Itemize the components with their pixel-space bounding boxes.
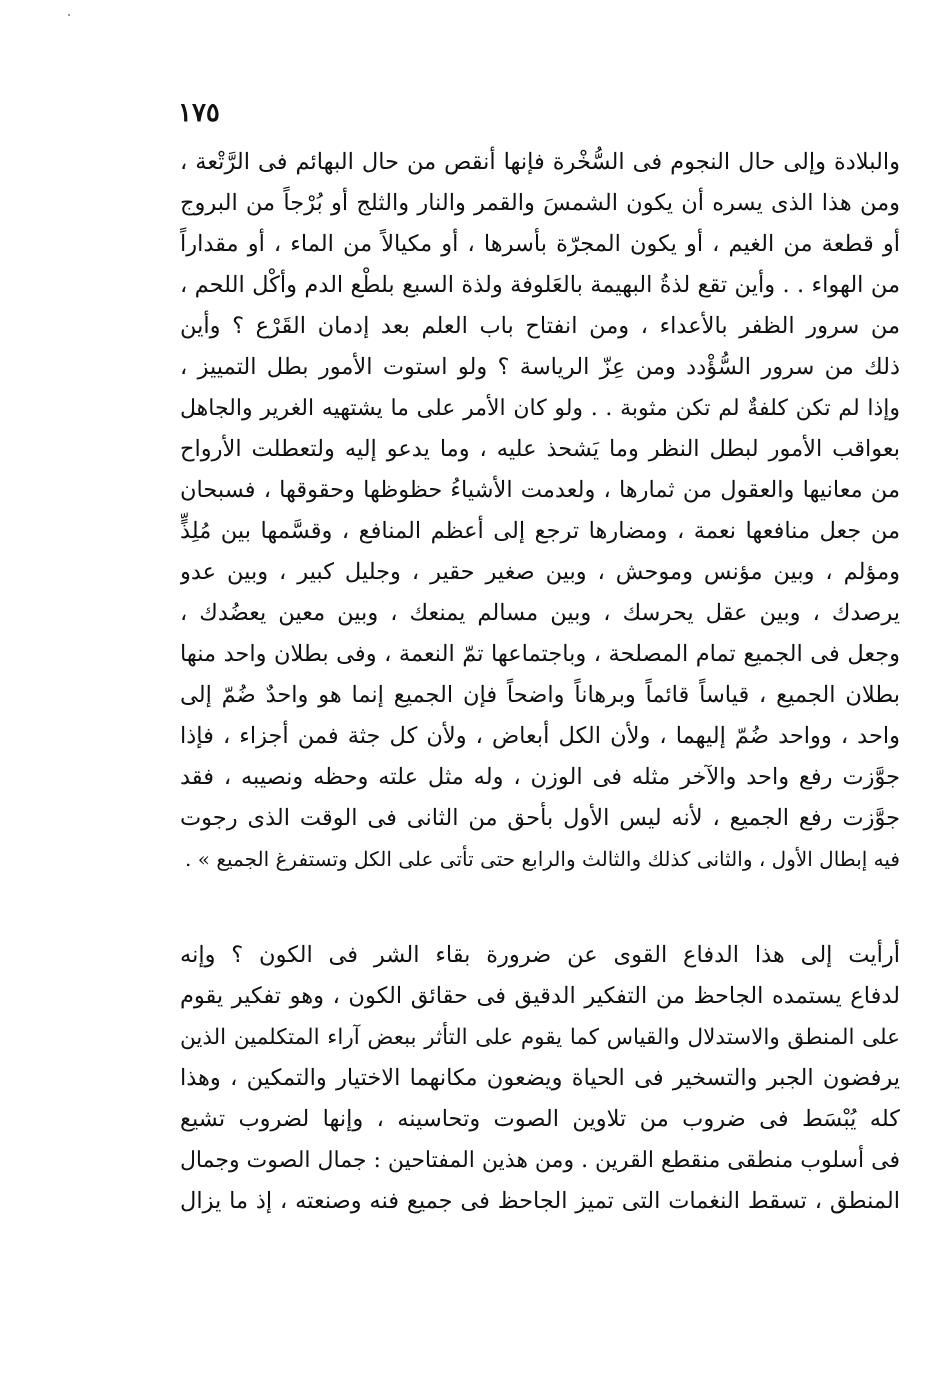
text-line: جوَّزت رفع الجميع ، لأنه ليس الأول بأحق من الثانى فى الوقت الذى رجوت [180,805,900,831]
text-line: فى أسلوب منطقى منقطع القرين . ومن هذين المفتاحين : جمال الصوت وجمال [180,1148,900,1173]
text-line: والبلادة وإلى حال النجوم فى السُّخْرة فإنها أنقص من حال البهائم فى الرَّتْعة ، [180,149,900,175]
text-line: لدفاع يستمده الجاحظ من التفكير الدقيق فى حقائق الكون ، وهو تفكير يقوم [180,983,900,1009]
text-line: المنطق ، تسقط النغمات التى تميز الجاحظ فى جميع فنه وصنعته ، إذ ما يزال [180,1188,900,1214]
text-line: بطلان الجميع ، قياساً قائماً وبرهاناً واضحاً فإن الجميع إنما هو واحدٌ ضُمّ إلى [180,682,900,708]
page-number: ١٧٥ [178,98,220,128]
text-line: أو قطعة من الغيم ، أو يكون المجرّة بأسرها ، أو مكيالاً من الماء ، أو مقداراً [180,231,900,257]
text-line: أرأيت إلى هذا الدفاع القوى عن ضرورة بقاء الشر فى الكون ؟ وإنه [180,942,900,968]
text-line: ومؤلم ، وبين مؤنس وموحش ، وبين صغير حقير ، وجليل كبير ، وبين عدو [180,559,900,585]
text-line: من معانيها والعقول من ثمارها ، ولعدمت الأشياءُ حظوظها وحقوقها ، فسبحان [180,477,900,503]
text-line: كله يُبْسَط فى ضروب من تلاوين الصوت وتحاسينه ، وإنها لضروب تشيع [180,1106,900,1132]
text-line: يرفضون الجبر والتسخير فى الحياة ويضعون مكانهما الاختيار والتمكين ، وهذا [180,1065,900,1091]
text-line: جوَّزت رفع واحد والآخر مثله فى الوزن ، وله مثل علته وحظه ونصيبه ، فقد [180,764,900,790]
text-line: من الهواء . . وأين تقع لذةُ البهيمة بالعَلوفة ولذة السبع بلطْع الدم وأكْل اللحم ، [180,272,900,298]
paragraph-2 [180,935,900,1222]
text-line: يرصدك ، وبين عقل يحرسك ، وبين مسالم يمنعك ، وبين معين يعضُدك ، [180,600,900,626]
text-line: ذلك من سرور السُّؤْدد ومن عِزّ الرياسة ؟ ولو استوت الأمور بطل التمييز ، [180,354,900,380]
text-line: وجعل فى الجميع تمام المصلحة ، وباجتماعها تمّ النعمة ، وفى بطلان واحد منها [180,641,900,667]
paragraph-1 [180,142,900,880]
text-line: فيه إبطال الأول ، والثانى كذلك والثالث والرابع حتى تأتى على الكل وتستفرغ الجميع » . [185,847,900,871]
text-line: على المنطق والاستدلال والقياس كما يقوم على التأثر ببعض آراء المتكلمين الذين [180,1025,900,1050]
text-line: من سرور الظفر بالأعداء ، ومن انفتاح باب العلم بعد إدمان القَرْع ؟ وأين [180,313,900,339]
scan-speck [68,14,70,16]
text-line: واحد ، وواحد ضُمّ إليهما ، ولأن الكل أبعاض ، ولأن كل جثة فمن أجزاء ، فإذا [180,723,900,749]
text-line: من جعل منافعها نعمة ، ومضارها ترجع إلى أعظم المنافع ، وقسَّمها بين مُلِذٍّ [180,518,900,544]
text-line: وإذا لم تكن كلفةٌ لم تكن مثوبة . . ولو كان الأمر على ما يشتهيه الغرير والجاهل [180,396,900,421]
text-line: بعواقب الأمور لبطل النظر وما يَشحذ عليه ، وما يدعو إليه ولتعطلت الأرواح [180,436,900,462]
text-line: ومن هذا الذى يسره أن يكون الشمسَ والقمر والنار والثلج أو بُرْجاً من البروج [180,190,900,216]
